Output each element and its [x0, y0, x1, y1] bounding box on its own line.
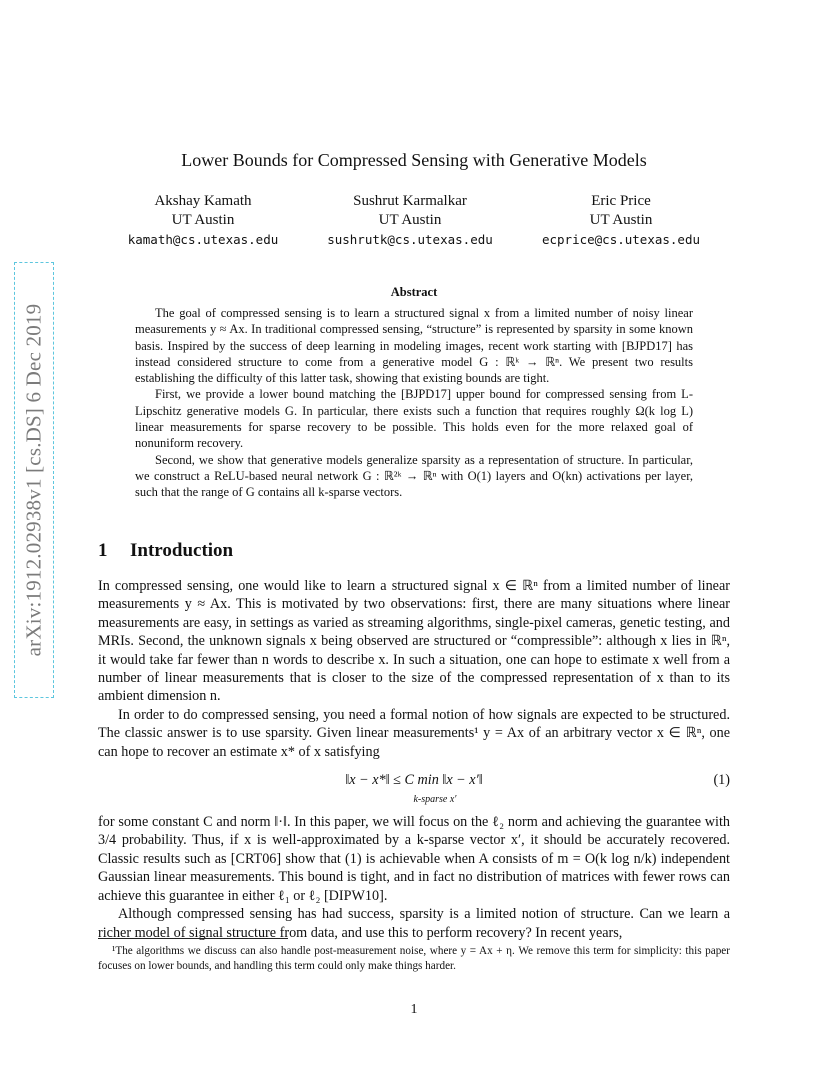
body-paragraph: In order to do compressed sensing, you need a formal notion of how signals are expected to be structured. The classic answer is to use sparsity. Given linear measurements¹ y = Ax of an arbitrary vector x ∈ ℝⁿ, one can hope to recover an estimate x* of x satisfying	[98, 706, 730, 760]
body-paragraph: for some constant C and norm ‖·‖. In this paper, we will focus on the ℓ₂ norm and achieving the guarantee with 3/4 probability. Thus, if x is well-approximated by a k-sparse vector x′, it should be accurately recovered. Classic results such as [CRT06] show that (1) is achievable when A consists of m = O(k log n/k) independent Gaussian linear measurements. This bound is tight, and in fact no distribution of matrices with fewer rows can achieve this guarantee in either ℓ₁ or ℓ₂ [DIPW10].	[98, 814, 730, 904]
body-paragraph: Although compressed sensing has had success, sparsity is a limited notion of structure. Can we learn a richer model of signal structure from data, and use this to perform recovery? In recent years,	[98, 906, 730, 941]
author-name: Sushrut Karmalkar	[353, 193, 467, 209]
abstract-paragraph: The goal of compressed sensing is to learn a structured signal x from a limited number of noisy linear measurements y ≈ Ax. In traditional compressed sensing, “structure” is represented by sparsity in some known basis. Inspired by the success of deep learning in modeling images, recent work starting with [BJPD17] has instead considered structure to come from a generative model G : ℝᵏ → ℝⁿ. We present two results establishing the difficulty of this latter task, showing that existing bounds are tight.	[135, 306, 693, 386]
abstract-paragraph: First, we provide a lower bound matching the [BJPD17] upper bound for compressed sensing from L-Lipschitz generative models G. In particular, there exists such a function that requires roughly Ω(k log L) linear measurements for sparse recovery to be possible. This holds even for the more relaxed goal of nonuniform recovery.	[135, 387, 693, 451]
abstract-heading: Abstract	[390, 285, 438, 299]
author-1	[98, 192, 308, 249]
page-number: 1	[410, 1002, 418, 1017]
footnote-rule	[98, 938, 288, 939]
author-email[interactable]: kamath@cs.utexas.edu	[127, 232, 279, 247]
author-name: Akshay Kamath	[154, 193, 252, 209]
equation-expression: ‖x − x*‖ ≤ C min ‖x − x′‖	[345, 772, 483, 789]
author-affiliation: UT Austin	[589, 212, 653, 228]
paper-title: Lower Bounds for Compressed Sensing with Generative Models	[181, 150, 647, 170]
author-affiliation: UT Austin	[171, 212, 235, 228]
author-email[interactable]: sushrutk@cs.utexas.edu	[327, 232, 493, 247]
body-text	[98, 577, 730, 942]
author-2	[305, 192, 515, 249]
equation-number: (1)	[713, 772, 730, 789]
section-title: Introduction	[130, 540, 234, 561]
section-heading	[98, 540, 233, 562]
abstract-body	[135, 305, 693, 501]
arxiv-stamp-text: arXiv:1912.02938v1 [cs.DS] 6 Dec 2019	[21, 303, 46, 657]
body-paragraph: In compressed sensing, one would like to learn a structured signal x ∈ ℝⁿ from a limited number of linear measurements y ≈ Ax. This is motivated by two observations: first, there are many situations where linear measurements are easy, in settings as varied as streaming algorithms, single-pixel cameras, genetic testing, and MRIs. Second, the unknown signals x being observed are structured or “compressible”: although x lies in ℝⁿ, it would take far fewer than n words to describe x. In such a situation, one can hope to estimate x well from a number of linear measurements that is closer to the size of the compressed representation of x than to its ambient dimension n.	[98, 578, 730, 705]
footnote: ¹The algorithms we discuss can also handle post-measurement noise, where y = Ax + η. We remove this term for simplicity: this paper focuses on lower bounds, and handling this term could only make things harder.	[98, 945, 730, 972]
author-name: Eric Price	[591, 193, 651, 209]
equation-1	[98, 767, 730, 807]
abstract-paragraph: Second, we show that generative models generalize sparsity as a representation of structure. In particular, we construct a ReLU-based neural network G : ℝ²ᵏ → ℝⁿ with O(1) layers and O(kn) activations per layer, such that the range of G contains all k-sparse vectors.	[135, 452, 693, 500]
arxiv-stamp[interactable]	[14, 262, 54, 698]
author-3	[516, 192, 726, 249]
equation-subscript: k-sparse x′	[413, 794, 457, 806]
section-number: 1	[98, 540, 108, 561]
author-affiliation: UT Austin	[378, 212, 442, 228]
author-email[interactable]: ecprice@cs.utexas.edu	[541, 232, 701, 247]
